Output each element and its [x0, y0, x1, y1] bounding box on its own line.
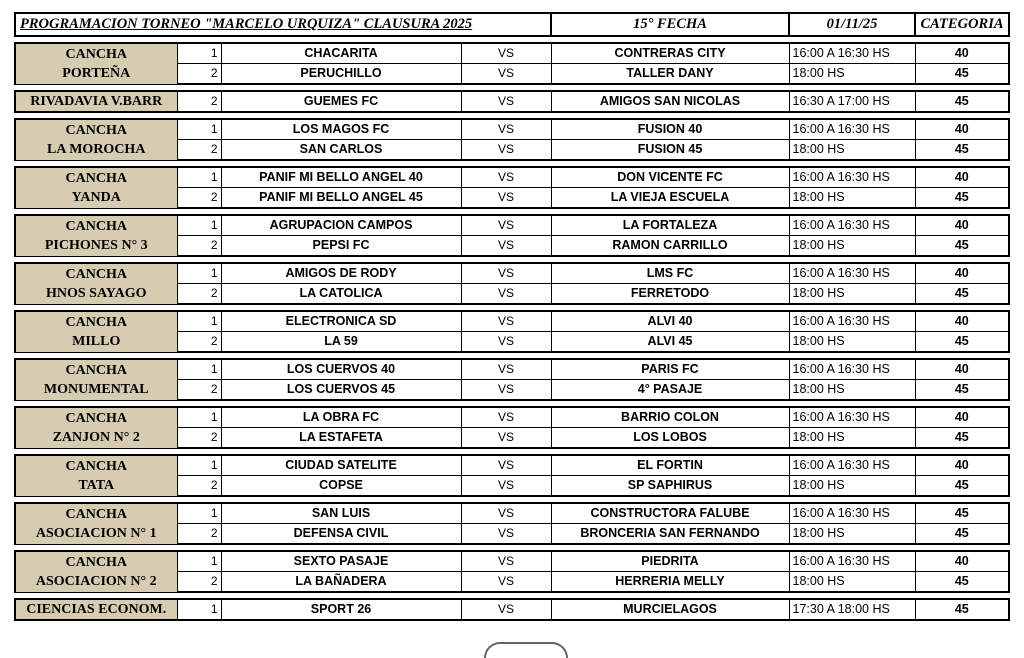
match-number: 1 — [177, 455, 221, 476]
group-spacer — [15, 592, 1009, 599]
vs-label: VS — [461, 64, 551, 85]
home-team: PANIF MI BELLO ANGEL 40 — [221, 167, 461, 188]
group-spacer — [15, 256, 1009, 263]
cancha-name — [15, 91, 177, 112]
match-row — [15, 359, 1009, 380]
spacer-cell — [15, 592, 1009, 599]
match-row — [15, 455, 1009, 476]
match-time: 17:30 A 18:00 HS — [789, 599, 915, 620]
home-team: AMIGOS DE RODY — [221, 263, 461, 284]
cancha-name-line: CANCHA — [65, 266, 127, 282]
home-team: SPORT 26 — [221, 599, 461, 620]
match-row — [15, 599, 1009, 620]
match-number: 2 — [177, 188, 221, 209]
cancha-name — [15, 599, 177, 620]
cancha-name-line: CANCHA — [65, 46, 127, 62]
group-spacer — [15, 36, 1009, 43]
group-spacer — [15, 400, 1009, 407]
home-team: PEPSI FC — [221, 236, 461, 257]
match-time: 16:00 A 16:30 HS — [789, 455, 915, 476]
away-team: AMIGOS SAN NICOLAS — [551, 91, 789, 112]
match-row — [15, 551, 1009, 572]
vs-label: VS — [461, 359, 551, 380]
header-row — [15, 13, 1009, 36]
away-team: ALVI 45 — [551, 332, 789, 353]
vs-label: VS — [461, 599, 551, 620]
match-category: 40 — [915, 119, 1009, 140]
spacer-cell — [15, 544, 1009, 551]
match-time: 18:00 HS — [789, 428, 915, 449]
match-category: 40 — [915, 455, 1009, 476]
home-team: LA ESTAFETA — [221, 428, 461, 449]
match-category: 45 — [915, 428, 1009, 449]
home-team: COPSE — [221, 476, 461, 497]
match-number: 2 — [177, 284, 221, 305]
home-team: SEXTO PASAJE — [221, 551, 461, 572]
match-time: 18:00 HS — [789, 572, 915, 593]
cancha-name — [15, 455, 177, 496]
cancha-name-line: CANCHA — [65, 314, 127, 330]
home-team: LA BAÑADERA — [221, 572, 461, 593]
cancha-name-line: CANCHA — [65, 218, 127, 234]
home-team: SAN CARLOS — [221, 140, 461, 161]
vs-label: VS — [461, 167, 551, 188]
spacer-cell — [15, 84, 1009, 91]
match-category: 40 — [915, 311, 1009, 332]
match-time: 16:00 A 16:30 HS — [789, 503, 915, 524]
vs-label: VS — [461, 284, 551, 305]
home-team: SAN LUIS — [221, 503, 461, 524]
match-time: 18:00 HS — [789, 284, 915, 305]
match-category: 40 — [915, 167, 1009, 188]
home-team: LA 59 — [221, 332, 461, 353]
away-team: LMS FC — [551, 263, 789, 284]
away-team: BARRIO COLON — [551, 407, 789, 428]
match-time: 18:00 HS — [789, 188, 915, 209]
cancha-name-line: ASOCIACION N° 2 — [35, 573, 157, 589]
vs-label: VS — [461, 524, 551, 545]
home-team: PERUCHILLO — [221, 64, 461, 85]
away-team: LOS LOBOS — [551, 428, 789, 449]
cancha-name-line: CIENCIAS ECONOM. — [26, 602, 167, 617]
cancha-name-line: ZANJON N° 2 — [52, 429, 140, 445]
home-team: LA OBRA FC — [221, 407, 461, 428]
cancha-name-line: CANCHA — [65, 362, 127, 378]
cancha-name-line: MILLO — [72, 333, 121, 349]
vs-label: VS — [461, 407, 551, 428]
match-category: 45 — [915, 91, 1009, 112]
match-number: 1 — [177, 359, 221, 380]
match-row — [15, 311, 1009, 332]
away-team: LA VIEJA ESCUELA — [551, 188, 789, 209]
categoria-header: CATEGORIA — [915, 13, 1009, 36]
vs-label: VS — [461, 43, 551, 64]
match-category: 40 — [915, 359, 1009, 380]
match-time: 16:00 A 16:30 HS — [789, 359, 915, 380]
home-team: PANIF MI BELLO ANGEL 45 — [221, 188, 461, 209]
vs-label: VS — [461, 263, 551, 284]
match-number: 2 — [177, 236, 221, 257]
home-team: LA CATOLICA — [221, 284, 461, 305]
home-team: CIUDAD SATELITE — [221, 455, 461, 476]
match-category: 40 — [915, 263, 1009, 284]
match-row — [15, 215, 1009, 236]
cancha-name — [15, 503, 177, 544]
spacer-cell — [15, 112, 1009, 119]
cancha-name-line: LA MOROCHA — [47, 141, 146, 157]
spacer-cell — [15, 352, 1009, 359]
cancha-name-line: CANCHA — [65, 122, 127, 138]
away-team: TALLER DANY — [551, 64, 789, 85]
spacer-cell — [15, 400, 1009, 407]
match-category: 45 — [915, 64, 1009, 85]
match-category: 40 — [915, 215, 1009, 236]
cancha-name-line: CANCHA — [65, 506, 127, 522]
match-number: 1 — [177, 119, 221, 140]
fixture-table — [14, 12, 1010, 621]
match-time: 16:00 A 16:30 HS — [789, 119, 915, 140]
cancha-name-line: RIVADAVIA V.BARR — [30, 94, 163, 109]
group-spacer — [15, 112, 1009, 119]
match-category: 45 — [915, 284, 1009, 305]
match-time: 16:00 A 16:30 HS — [789, 43, 915, 64]
match-number: 1 — [177, 43, 221, 64]
group-spacer — [15, 448, 1009, 455]
spacer-cell — [15, 448, 1009, 455]
home-team: LOS CUERVOS 40 — [221, 359, 461, 380]
match-number: 1 — [177, 503, 221, 524]
match-category: 45 — [915, 476, 1009, 497]
fecha-label: 15° FECHA — [551, 13, 789, 36]
vs-label: VS — [461, 455, 551, 476]
cancha-name-line: ASOCIACION N° 1 — [35, 525, 157, 541]
away-team: HERRERIA MELLY — [551, 572, 789, 593]
match-number: 2 — [177, 572, 221, 593]
away-team: FERRETODO — [551, 284, 789, 305]
match-time: 18:00 HS — [789, 476, 915, 497]
away-team: FUSION 45 — [551, 140, 789, 161]
match-number: 1 — [177, 599, 221, 620]
away-team: EL FORTIN — [551, 455, 789, 476]
away-team: SP SAPHIRUS — [551, 476, 789, 497]
match-number: 2 — [177, 64, 221, 85]
match-number: 2 — [177, 332, 221, 353]
group-spacer — [15, 160, 1009, 167]
match-category: 45 — [915, 524, 1009, 545]
away-team: RAMON CARRILLO — [551, 236, 789, 257]
cancha-name-line: CANCHA — [65, 458, 127, 474]
match-number: 2 — [177, 91, 221, 112]
away-team: LA FORTALEZA — [551, 215, 789, 236]
match-category: 45 — [915, 572, 1009, 593]
vs-label: VS — [461, 572, 551, 593]
match-row — [15, 167, 1009, 188]
match-category: 45 — [915, 236, 1009, 257]
group-spacer — [15, 208, 1009, 215]
match-number: 1 — [177, 551, 221, 572]
away-team: MURCIELAGOS — [551, 599, 789, 620]
match-category: 40 — [915, 551, 1009, 572]
group-spacer — [15, 544, 1009, 551]
match-row — [15, 91, 1009, 112]
vs-label: VS — [461, 476, 551, 497]
group-spacer — [15, 304, 1009, 311]
match-category: 45 — [915, 188, 1009, 209]
match-time: 18:00 HS — [789, 236, 915, 257]
away-team: PARIS FC — [551, 359, 789, 380]
home-team: ELECTRONICA SD — [221, 311, 461, 332]
vs-label: VS — [461, 380, 551, 401]
vs-label: VS — [461, 188, 551, 209]
spacer-cell — [15, 208, 1009, 215]
date-label: 01/11/25 — [789, 13, 915, 36]
cancha-name-line: CANCHA — [65, 410, 127, 426]
match-category: 45 — [915, 380, 1009, 401]
cancha-name-line: CANCHA — [65, 170, 127, 186]
match-number: 2 — [177, 380, 221, 401]
spacer-cell — [15, 256, 1009, 263]
match-time: 16:00 A 16:30 HS — [789, 551, 915, 572]
match-number: 1 — [177, 311, 221, 332]
match-time: 16:00 A 16:30 HS — [789, 263, 915, 284]
match-category: 45 — [915, 599, 1009, 620]
match-number: 2 — [177, 524, 221, 545]
away-team: 4° PASAJE — [551, 380, 789, 401]
match-category: 40 — [915, 43, 1009, 64]
away-team: ALVI 40 — [551, 311, 789, 332]
away-team: CONTRERAS CITY — [551, 43, 789, 64]
home-team: GUEMES FC — [221, 91, 461, 112]
group-spacer — [15, 352, 1009, 359]
away-team: BRONCERIA SAN FERNANDO — [551, 524, 789, 545]
spacer-cell — [15, 36, 1009, 43]
match-time: 16:00 A 16:30 HS — [789, 167, 915, 188]
tournament-title: PROGRAMACION TORNEO "MARCELO URQUIZA" CLAUSURA 2025 — [15, 13, 551, 36]
match-row — [15, 43, 1009, 64]
match-time: 18:00 HS — [789, 524, 915, 545]
away-team: PIEDRITA — [551, 551, 789, 572]
cancha-name-line: HNOS SAYAGO — [45, 285, 147, 301]
match-category: 45 — [915, 503, 1009, 524]
match-number: 1 — [177, 215, 221, 236]
match-row — [15, 407, 1009, 428]
match-category: 45 — [915, 140, 1009, 161]
match-time: 16:00 A 16:30 HS — [789, 215, 915, 236]
cancha-name — [15, 407, 177, 448]
cancha-name-line: PORTEÑA — [62, 65, 131, 81]
away-team: CONSTRUCTORA FALUBE — [551, 503, 789, 524]
vs-label: VS — [461, 311, 551, 332]
match-time: 16:00 A 16:30 HS — [789, 407, 915, 428]
match-category: 45 — [915, 332, 1009, 353]
cancha-name — [15, 359, 177, 400]
cancha-name-line: PICHONES N° 3 — [44, 237, 148, 253]
away-team: DON VICENTE FC — [551, 167, 789, 188]
cancha-name-line: YANDA — [71, 189, 121, 205]
match-time: 18:00 HS — [789, 140, 915, 161]
vs-label: VS — [461, 119, 551, 140]
group-spacer — [15, 496, 1009, 503]
cancha-name — [15, 263, 177, 304]
match-row — [15, 503, 1009, 524]
match-number: 2 — [177, 476, 221, 497]
fixture-sheet — [14, 12, 1008, 621]
vs-label: VS — [461, 503, 551, 524]
home-team: LOS CUERVOS 45 — [221, 380, 461, 401]
home-team: CHACARITA — [221, 43, 461, 64]
match-time: 18:00 HS — [789, 64, 915, 85]
cancha-name — [15, 311, 177, 352]
match-row — [15, 119, 1009, 140]
vs-label: VS — [461, 215, 551, 236]
cancha-name — [15, 43, 177, 84]
vs-label: VS — [461, 332, 551, 353]
away-team: FUSION 40 — [551, 119, 789, 140]
vs-label: VS — [461, 91, 551, 112]
cancha-name-line: MONUMENTAL — [43, 381, 149, 397]
spacer-cell — [15, 496, 1009, 503]
logo-arc — [484, 642, 568, 658]
match-category: 40 — [915, 407, 1009, 428]
match-time: 16:30 A 17:00 HS — [789, 91, 915, 112]
cancha-name — [15, 215, 177, 256]
spacer-cell — [15, 160, 1009, 167]
match-time: 18:00 HS — [789, 332, 915, 353]
cancha-name — [15, 551, 177, 592]
home-team: LOS MAGOS FC — [221, 119, 461, 140]
cancha-name-line: CANCHA — [65, 554, 127, 570]
vs-label: VS — [461, 140, 551, 161]
vs-label: VS — [461, 236, 551, 257]
match-number: 1 — [177, 263, 221, 284]
match-row — [15, 263, 1009, 284]
match-number: 2 — [177, 428, 221, 449]
cancha-name — [15, 167, 177, 208]
home-team: DEFENSA CIVIL — [221, 524, 461, 545]
match-number: 1 — [177, 407, 221, 428]
vs-label: VS — [461, 551, 551, 572]
group-spacer — [15, 84, 1009, 91]
match-time: 18:00 HS — [789, 380, 915, 401]
cancha-name-line: TATA — [78, 477, 115, 493]
vs-label: VS — [461, 428, 551, 449]
spacer-cell — [15, 304, 1009, 311]
match-number: 1 — [177, 167, 221, 188]
match-number: 2 — [177, 140, 221, 161]
cancha-name — [15, 119, 177, 160]
home-team: AGRUPACION CAMPOS — [221, 215, 461, 236]
match-time: 16:00 A 16:30 HS — [789, 311, 915, 332]
